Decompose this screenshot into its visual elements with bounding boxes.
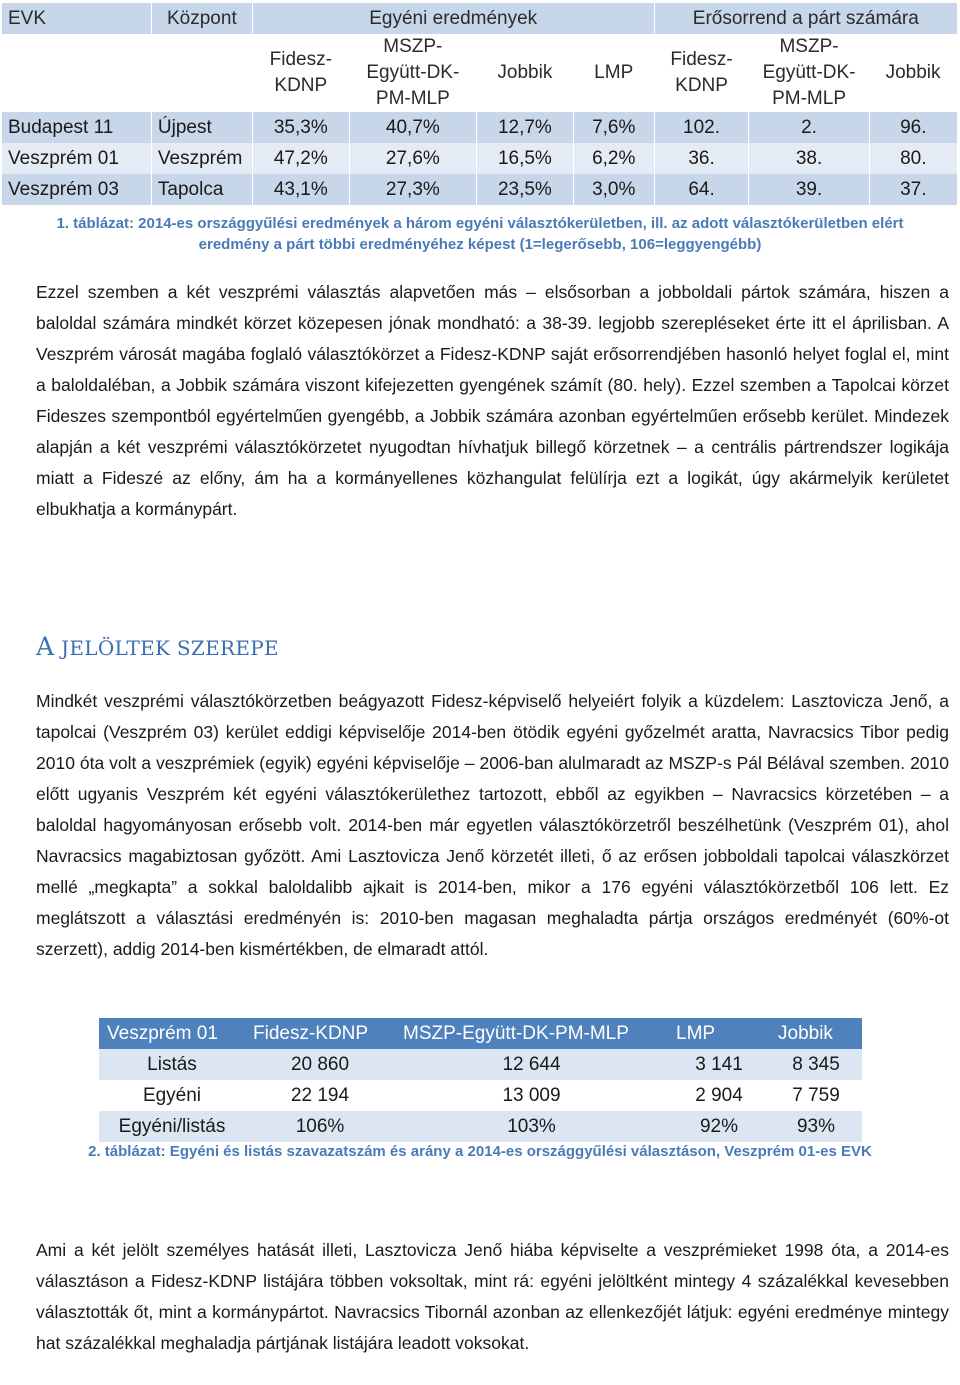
header-cell: Fidesz-KDNP xyxy=(245,1018,395,1049)
table-cell: 102. xyxy=(654,112,749,143)
table-cell: 36. xyxy=(654,143,749,174)
table-cell: 22 194 xyxy=(245,1080,395,1111)
results-table-subheader-row xyxy=(2,34,957,112)
body-paragraph-3: Ami a két jelölt személyes hatását illeti, Lasztovicza Jenő hiába képviselte a veszprémieket 1998 óta, a 2014-es választáson a Fidesz-KDNP listájára többen voksoltak, mint rá: egyéni jelöltként mintegy 4 százalékkal kevesebben választották őt, mint a kormánypártot. Navracsics Tibornál azonban az ellenkezőjét látjuk: egyéni eredménye mintegy hat százalékkal meghaladja pártjának listájára leadott voksokat. xyxy=(36,1240,949,1353)
table-cell: 37. xyxy=(869,174,957,205)
table-cell: Veszprém 01 xyxy=(2,143,151,174)
subheader-cell: Fidesz-KDNP xyxy=(654,34,749,112)
header-cell: MSZP-Együtt-DK-PM-MLP xyxy=(395,1018,668,1049)
table-cell: Tapolca xyxy=(151,174,252,205)
table-cell: 96. xyxy=(869,112,957,143)
table-cell: Listás xyxy=(99,1049,245,1080)
table-cell: 38. xyxy=(749,143,869,174)
table-cell: 43,1% xyxy=(252,174,349,205)
table1-caption: 1. táblázat: 2014-es országgyűlési eredmények a három egyéni választókerületben, ill. az adott választókerületben elért eredmény a párt többi eredményéhez képest (1=legerősebb, 106=leggyengébb) xyxy=(56,215,904,253)
table-cell: 106% xyxy=(245,1111,395,1142)
table-cell: 2 904 xyxy=(668,1080,770,1111)
subheader-cell: Jobbik xyxy=(869,34,957,112)
subheader-cell: MSZP-Együtt-DK-PM-MLP xyxy=(349,34,476,112)
header-cell: Erősorrend a párt számára xyxy=(654,3,957,34)
header-cell: EVK xyxy=(2,3,151,34)
table-cell: 16,5% xyxy=(476,143,573,174)
table-cell: 103% xyxy=(395,1111,668,1142)
table-row xyxy=(2,112,957,143)
header-cell: Veszprém 01 xyxy=(99,1018,245,1049)
table-cell: 80. xyxy=(869,143,957,174)
subheader-cell: LMP xyxy=(573,34,654,112)
table-cell: 13 009 xyxy=(395,1080,668,1111)
table-row xyxy=(2,174,957,205)
heading-initial: A xyxy=(36,632,55,661)
table-cell: 47,2% xyxy=(252,143,349,174)
table-cell: 35,3% xyxy=(252,112,349,143)
table-cell: 27,6% xyxy=(349,143,476,174)
table-cell: 2. xyxy=(749,112,869,143)
table-cell: 23,5% xyxy=(476,174,573,205)
header-cell: Jobbik xyxy=(770,1018,862,1049)
subheader-cell xyxy=(2,34,151,112)
table-cell: 39. xyxy=(749,174,869,205)
table2-caption: 2. táblázat: Egyéni és listás szavazatszám és arány a 2014-es országgyűlési választáson, Veszprém 01-es EVK xyxy=(88,1143,872,1160)
veszprem-table xyxy=(99,1018,862,1142)
table-cell: 6,2% xyxy=(573,143,654,174)
table-cell: Veszprém 03 xyxy=(2,174,151,205)
table-cell: Veszprém xyxy=(151,143,252,174)
table-cell: 3,0% xyxy=(573,174,654,205)
body-paragraph-1: Ezzel szemben a két veszprémi választás alapvetően más – elsősorban a jobboldali pártok számára, hiszen a baloldal számára mindkét körzet közepesen jónak mondható: a 38-39. legjobb szerepléseket érte itt el áprilisban. A Veszprém városát magába foglaló választókörzet a Fidesz-KDNP saját erősorrendjében hasonló helyet foglal el, mint a baloldaléban, a Jobbik számára viszont kifejezetten gyengének számít (80. hely). Ezzel szemben a Tapolcai körzet Fideszes szempontból egyértelműen gyengébb, a Jobbik számára azonban egyértelműen erősebb kerület. Mindezek alapján a két veszprémi választókörzetet nyugodtan hívhatjuk billegő körzetnek – a centrális pártrendszer logikája miatt a Fideszé az előny, ám ha a kormányellenes közhangulat felülírja ezt a logikát, úgy akármelyik kerületet elbukhatja a kormánypárt. xyxy=(36,282,949,519)
subheader-cell: Jobbik xyxy=(476,34,573,112)
table-row xyxy=(99,1111,862,1142)
table-cell: Budapest 11 xyxy=(2,112,151,143)
table-cell: 20 860 xyxy=(245,1049,395,1080)
heading-rest: JELÖLTEK SZEREPE xyxy=(61,636,279,660)
results-table-header-row xyxy=(2,3,957,34)
table-cell: 40,7% xyxy=(349,112,476,143)
header-cell: LMP xyxy=(668,1018,770,1049)
table-row xyxy=(99,1080,862,1111)
table-cell: 8 345 xyxy=(770,1049,862,1080)
table-row xyxy=(2,143,957,174)
body-paragraph-2: Mindkét veszprémi választókörzetben beágyazott Fidesz-képviselő helyeiért folyik a küzdelem: Lasztovicza Jenő, a tapolcai (Veszprém 03) kerület eddigi képviselője 2014-ben ötödik egyéni győzelmét aratta, Navracsics Tibor pedig 2010 óta volt a veszprémiek (egyik) egyéni képviselője – 2006-ban alulmaradt az MSZP-s Pál Bélával szemben. 2010 előtt ugyanis Veszprém két egyéni választókerülethez tartozott, ebből az egyikben – Navracsics körzetében – a baloldal hagyományosan erősebb volt. 2014-ben már egyetlen választókörzetről beszélhetünk (Veszprém 01), ahol Navracsics magabiztosan győzött. Ami Lasztovicza Jenő körzetét illeti, ő az erősen jobboldali tapolcai válaszkörzet mellé „megkapta” a sokkal baloldalibb ajkait is 2014-ben, mikor a 176 egyéni választókörzetből 106 lett. Ez meglátszott a választási eredményén is: 2010-ben magasan meghaladta pártja országos eredményét (60%-ot szerzett), addig 2014-ben kismértékben, de elmaradt attól. xyxy=(36,691,949,959)
table-cell: 12 644 xyxy=(395,1049,668,1080)
table-cell: Egyéni/listás xyxy=(99,1111,245,1142)
results-table xyxy=(2,3,957,205)
header-cell: Központ xyxy=(151,3,252,34)
subheader-cell: Fidesz-KDNP xyxy=(252,34,349,112)
subheader-cell xyxy=(151,34,252,112)
header-cell: Egyéni eredmények xyxy=(252,3,654,34)
veszprem-table-header-row xyxy=(99,1018,862,1049)
section-heading xyxy=(36,632,279,661)
table-cell: Újpest xyxy=(151,112,252,143)
table-cell: Egyéni xyxy=(99,1080,245,1111)
table-cell: 64. xyxy=(654,174,749,205)
table-cell: 7,6% xyxy=(573,112,654,143)
subheader-cell: MSZP-Együtt-DK-PM-MLP xyxy=(749,34,869,112)
table-row xyxy=(99,1049,862,1080)
table-cell: 27,3% xyxy=(349,174,476,205)
table-cell: 93% xyxy=(770,1111,862,1142)
table-cell: 12,7% xyxy=(476,112,573,143)
table-cell: 92% xyxy=(668,1111,770,1142)
table-cell: 3 141 xyxy=(668,1049,770,1080)
table-cell: 7 759 xyxy=(770,1080,862,1111)
